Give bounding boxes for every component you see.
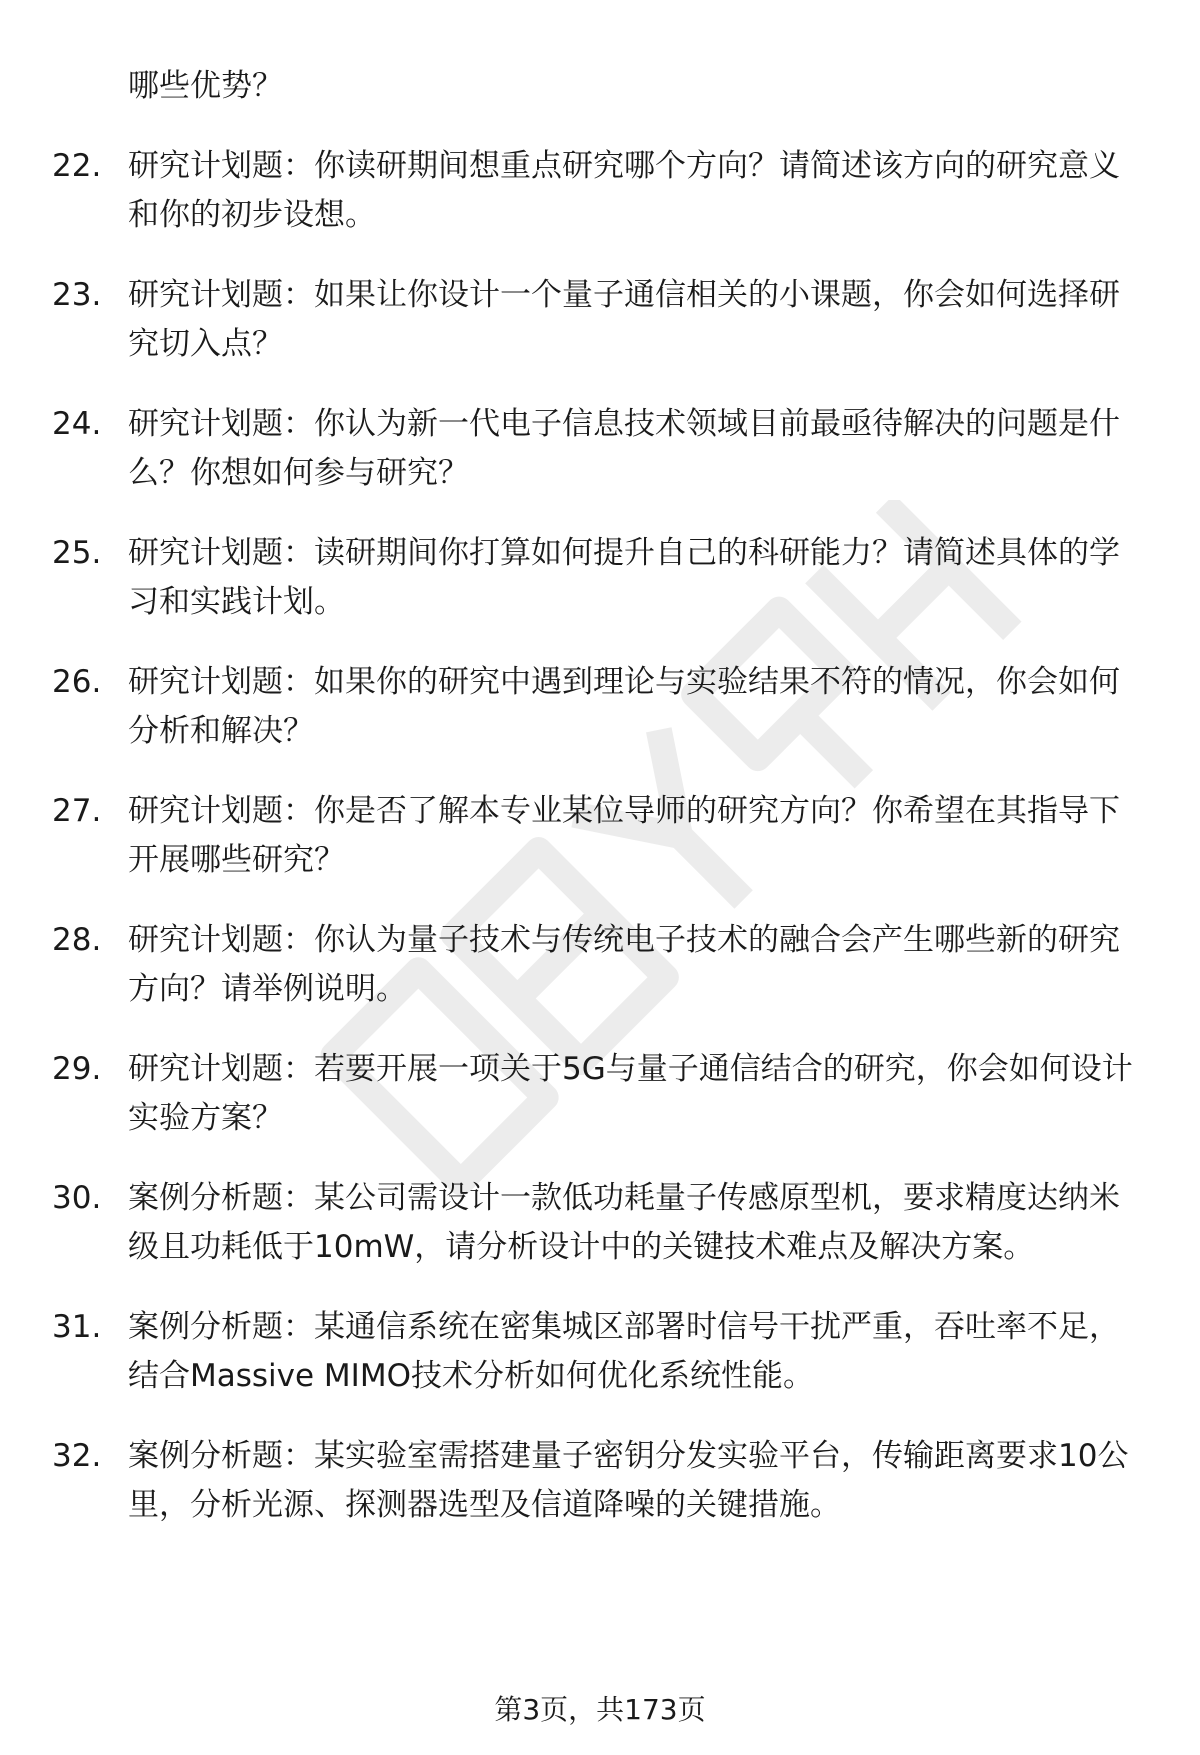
- question-text: 案例分析题：某公司需设计一款低功耗量子传感原型机，要求精度达纳米级且功耗低于10mW，请分析设计中的关键技术难点及解决方案。: [128, 1180, 1120, 1265]
- question-text: 案例分析题：某通信系统在密集城区部署时信号干扰严重，吞吐率不足，结合Massive MIMO技术分析如何优化系统性能。: [128, 1309, 1120, 1394]
- question-text: 研究计划题：你是否了解本专业某位导师的研究方向？你希望在其指导下开展哪些研究？: [128, 793, 1120, 878]
- question-text: 研究计划题：你读研期间想重点研究哪个方向？请简述该方向的研究意义和你的初步设想。: [128, 148, 1120, 233]
- question-item: [0, 400, 1200, 498]
- question-item: [0, 1045, 1200, 1143]
- question-item: [0, 529, 1200, 627]
- question-text: 研究计划题：若要开展一项关于5G与量子通信结合的研究，你会如何设计实验方案？: [128, 1051, 1133, 1136]
- question-item: [0, 658, 1200, 756]
- question-text: 研究计划题：如果你的研究中遇到理论与实验结果不符的情况，你会如何分析和解决？: [128, 664, 1120, 749]
- question-number: 23.: [52, 277, 102, 313]
- question-text: 研究计划题：如果让你设计一个量子通信相关的小课题，你会如何选择研究切入点？: [128, 277, 1120, 362]
- page-footer: 第3页，共173页: [494, 1693, 706, 1726]
- question-number: 29.: [52, 1051, 102, 1087]
- question-item: [0, 916, 1200, 1014]
- question-text: 研究计划题：读研期间你打算如何提升自己的科研能力？请简述具体的学习和实践计划。: [128, 535, 1120, 620]
- question-number: 30.: [52, 1180, 102, 1216]
- question-item: [0, 142, 1200, 240]
- question-number: 27.: [52, 793, 102, 829]
- question-text: 案例分析题：某实验室需搭建量子密钥分发实验平台，传输距离要求10公里，分析光源、探测器选型及信道降噪的关键措施。: [128, 1438, 1129, 1523]
- question-text: 研究计划题：你认为量子技术与传统电子技术的融合会产生哪些新的研究方向？请举例说明。: [128, 922, 1120, 1007]
- question-number: 26.: [52, 664, 102, 700]
- question-item: [0, 787, 1200, 885]
- question-number: 22.: [52, 148, 102, 184]
- question-number: 25.: [52, 535, 102, 571]
- question-text: 研究计划题：你认为新一代电子信息技术领域目前最亟待解决的问题是什么？你想如何参与研究？: [128, 406, 1120, 491]
- question-item: [0, 271, 1200, 369]
- question-item: [0, 1174, 1200, 1272]
- question-item: [0, 1432, 1200, 1530]
- question-item: [0, 1303, 1200, 1401]
- question-number: 24.: [52, 406, 102, 442]
- question-number: 28.: [52, 922, 102, 958]
- continuation-text: 哪些优势？: [128, 68, 283, 104]
- question-number: 32.: [52, 1438, 102, 1474]
- question-number: 31.: [52, 1309, 102, 1345]
- question-list: [0, 142, 1200, 1530]
